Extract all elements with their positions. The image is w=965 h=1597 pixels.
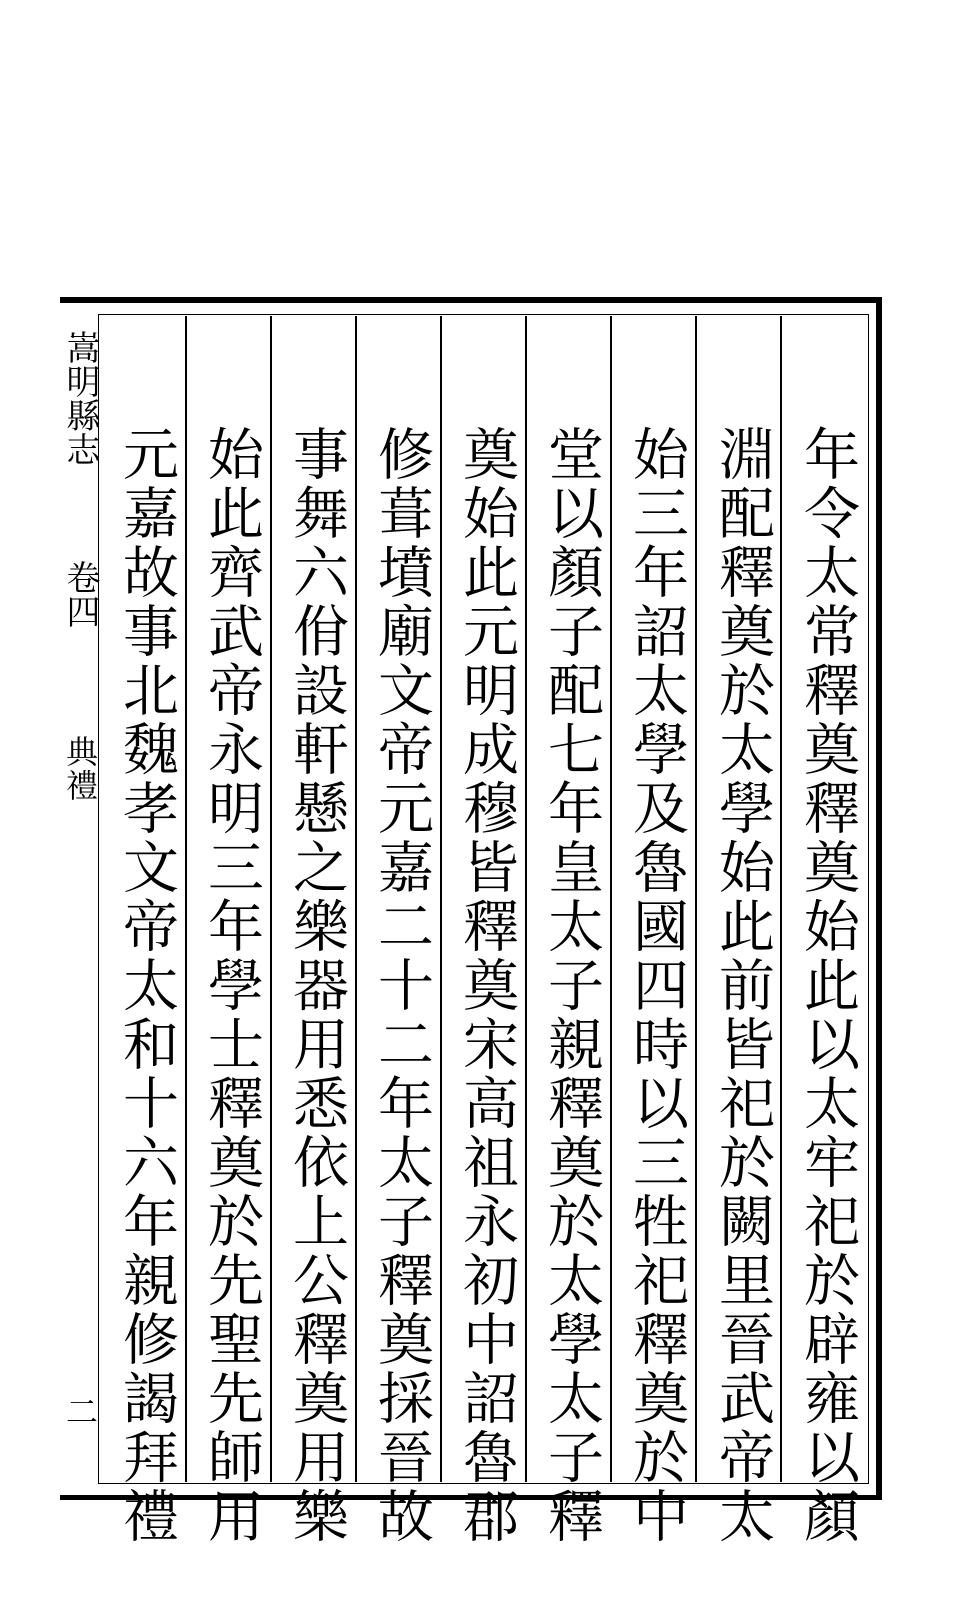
margin-page-number: 二 [61, 1395, 99, 1427]
margin-book-title: 嵩明縣志 [60, 330, 100, 466]
text-column-8: 始此齊武帝永明三年學士釋奠於先聖先師用 [199, 425, 264, 1546]
text-column-1: 年令太常釋奠釋奠始此以太牢祀於辟雍以顏 [795, 425, 860, 1546]
text-column-7: 事舞六佾設軒懸之樂器用悉依上公釋奠用樂 [284, 425, 349, 1546]
text-column-2: 淵配釋奠於太學始此前皆祀於闕里晉武帝太 [710, 425, 775, 1546]
text-column-3: 始三年詔太學及魯國四時以三牲祀釋奠於中 [624, 425, 689, 1546]
text-column-5: 奠始此元明成穆皆釋奠宋高祖永初中詔魯郡 [454, 425, 519, 1546]
text-column-4: 堂以顏子配七年皇太子親釋奠於太學太子釋 [539, 425, 604, 1546]
margin-section-title: 典禮 [61, 735, 99, 803]
margin-volume: 卷四 [60, 560, 100, 628]
text-column-9: 元嘉故事北魏孝文帝太和十六年親修謁拜禮 [114, 425, 179, 1546]
text-column-6: 修葺墳廟文帝元嘉二十二年太子釋奠採晉故 [369, 425, 434, 1546]
